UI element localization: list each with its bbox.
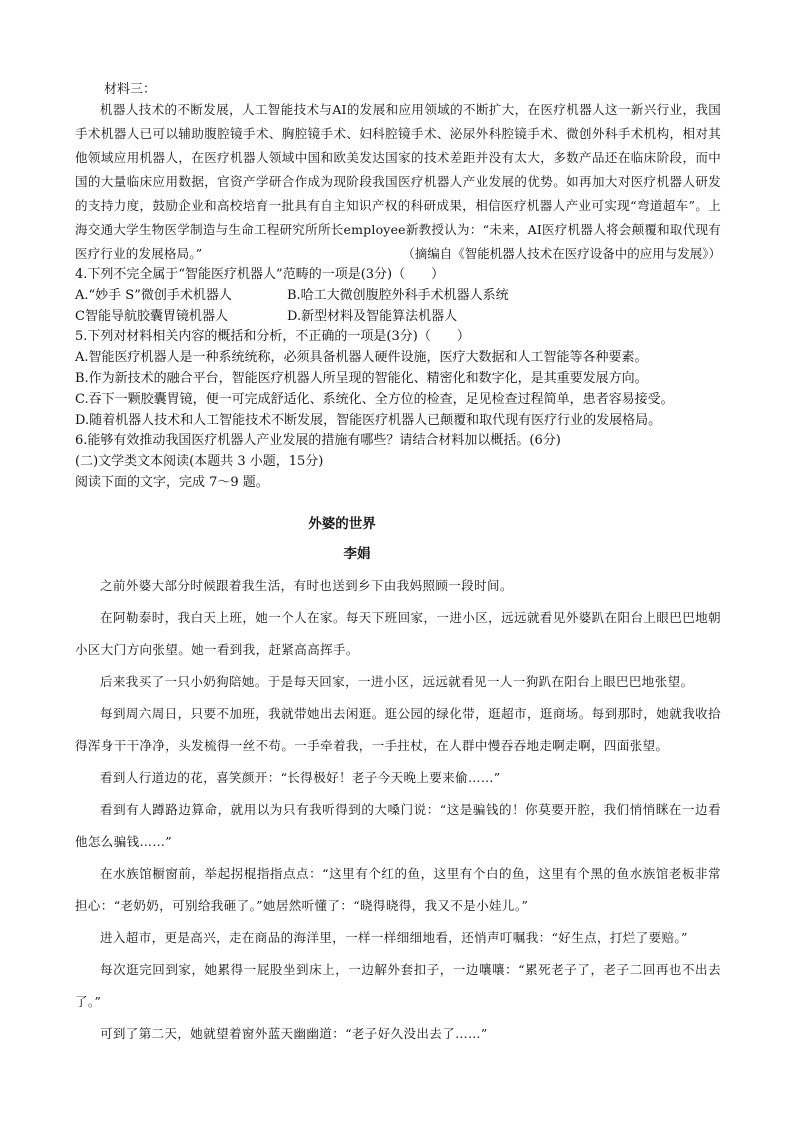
question-5-option-b: B.作为新技术的融合平台，智能医疗机器人所呈现的智能化、精密化和数字化，是其重要发展方向。 xyxy=(75,370,648,386)
question-4-option-b: B.哈工大微创腹腔外科手术机器人系统 xyxy=(287,287,509,303)
story-paragraph: 看到有人蹲路边算命，就用以为只有我听得到的大嗓门说：“这是骗钱的！你莫要开腔，我们悄悄眯在一边看他怎么骗钱……” xyxy=(75,802,721,849)
story-title: 外婆的世界 xyxy=(308,516,376,532)
story-paragraph: 看到人行道边的花，喜笑颜开：“长得极好！老子今天晚上要来偷……” xyxy=(100,770,501,785)
story-paragraph: 进入超市，更是高兴，走在商品的海洋里，一样一样细细地看，还悄声叮嘱我：“好生点，打烂了要赔。” xyxy=(100,930,688,945)
question-4-options-row-1 xyxy=(75,286,725,307)
question-4-options-row-2 xyxy=(75,307,725,328)
story-paragraph: 每到周六周日，只要不加班，我就带她出去闲逛。逛公园的绿化带，逛超市，逛商场。每到那时，她就我收拾得浑身干干净净，头发梳得一丝不苟。一手牵着我，一手拄杖，在人群中慢吞吞地走啊走啊，四面张望。 xyxy=(75,706,721,753)
story-paragraph: 在阿勒泰时，我白天上班，她一个人在家。每天下班回家，一进小区，远远就看见外婆趴在阳台上眼巴巴地朝小区大门方向张望。她一看到我，赶紧高高挥手。 xyxy=(75,610,721,657)
section-two-heading: (二)文学类文本阅读(本题共 3 小题，15分) xyxy=(75,454,324,470)
material-three-source: （摘编自《智能机器人技术在医疗设备中的应用与发展》） xyxy=(402,246,721,261)
question-6: 6.能够有效推动我国医疗机器人产业发展的措施有哪些？请结合材料加以概括。(6分) xyxy=(75,433,561,449)
question-4-option-a: A.“妙手 S”微创手术机器人 xyxy=(75,287,232,303)
questions-section xyxy=(75,265,725,494)
question-4-option-d: D.新型材料及智能算法机器人 xyxy=(287,308,458,324)
story-paragraph: 后来我买了一只小奶狗陪她。于是每天回家，一进小区，远远就看见一人一狗趴在阳台上眼巴巴地张望。 xyxy=(100,674,694,689)
question-5: 5.下列对材料相关内容的概括和分析，不正确的一项是(3分)（ ） xyxy=(75,329,470,345)
question-5-option-c: C.吞下一颗胶囊胃镜，便一可完成舒适化、系统化、全方位的检查，足见检查过程简单，患者容易接受。 xyxy=(75,391,674,407)
question-5-option-a: A.智能医疗机器人是一种系统统称，必须具备机器人硬件设施，医疗大数据和人工智能等各种要素。 xyxy=(75,350,648,366)
story-paragraph: 之前外婆大部分时候跟着我生活，有时也送到乡下由我妈照顾一段时间。 xyxy=(100,578,513,593)
question-5-option-d: D.随着机器人技术和人工智能技术不断发展，智能医疗机器人已颠覆和取代现有医疗行业的发展格局。 xyxy=(75,412,662,428)
material-three-body: 机器人技术的不断发展，人工智能技术与AI的发展和应用领域的不断扩大，在医疗机器人这一新兴行业，我国手术机器人已可以辅助腹腔镜手术、胸腔镜手术、妇科腔镜手术、泌尿外科腔镜手术、微创外科手术机构，相对其他领域应用机器人，在医疗机器人领域中国和欧美发达国家的技术差距并没有太大，多数产品还在临床阶段，而中国的大量临床应用数据，官资产学研合作成为现阶段我国医疗机器人产业发展的优势。如再加大对医疗机器人研发的支持力度，鼓励企业和高校培育一批具有自主知识产权的科研成果，相信医疗机器人产业可实现“弯道超车”。上海交通大学生物医学制造与生命工程研究所所长employee新教授认为：“未来，AI医疗机器人将会颠覆和取代现有医疗行业的发展格局。” xyxy=(75,102,721,261)
story-author: 李娟 xyxy=(343,546,371,562)
story-body xyxy=(75,570,721,1050)
question-4: 4.下列不完全属于“智能医疗机器人”范畴的一项是(3分)（ ） xyxy=(75,267,445,282)
story-paragraph: 在水族馆橱窗前，举起拐棍指指点点：“这里有个红的鱼，这里有个白的鱼，这里有个黑的鱼水族馆老板非常担心：“老奶奶，可别给我砸了。”她居然听懂了：“晓得晓得，我又不是小娃儿。” xyxy=(75,866,721,913)
material-three-heading: 材料三： xyxy=(104,82,157,97)
question-4-option-c: C智能导航胶囊胃镜机器人 xyxy=(75,308,228,324)
story-paragraph: 每次逛完回到家，她累得一屁股坐到床上，一边解外套扣子，一边嚷嚷：“累死老子了，老子二回再也不出去了。” xyxy=(75,962,721,1009)
reading-instruction: 阅读下面的文字，完成 7～9 题。 xyxy=(75,474,269,490)
story-paragraph: 可到了第二天，她就望着窗外蓝天幽幽道：“老子好久没出去了……” xyxy=(100,1026,488,1041)
